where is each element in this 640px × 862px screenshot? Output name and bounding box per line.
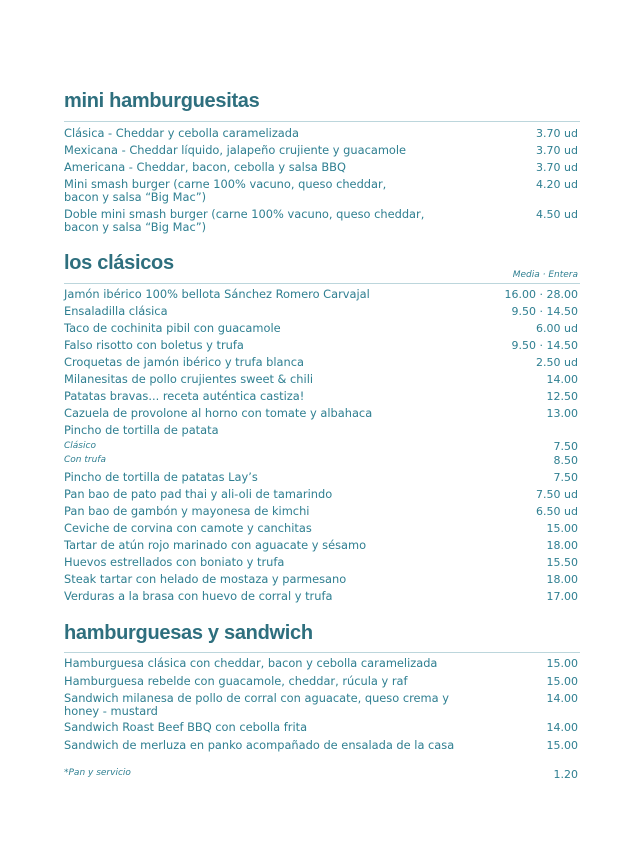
item-price: 17.00 bbox=[546, 590, 578, 603]
item-name: Pan bao de pato pad thai y ali-oli de tamarindo bbox=[64, 487, 333, 501]
section-divider bbox=[64, 652, 580, 653]
item-price: 9.50 · 14.50 bbox=[511, 305, 578, 318]
item-name: Huevos estrellados con boniato y trufa bbox=[64, 555, 285, 569]
item-price: 14.00 bbox=[546, 692, 578, 705]
item-price: 3.70 ud bbox=[536, 144, 578, 157]
item-name: Sandwich Roast Beef BBQ con cebolla frita bbox=[64, 720, 308, 734]
item-name: Clásica - Cheddar y cebolla caramelizada bbox=[64, 126, 299, 140]
item-price: 7.50 ud bbox=[536, 488, 578, 501]
menu-item bbox=[64, 322, 580, 335]
item-price: 15.00 bbox=[546, 675, 578, 688]
item-name: Cazuela de provolone al horno con tomate y albahaca bbox=[64, 406, 373, 420]
item-price: 15.00 bbox=[546, 522, 578, 535]
item-name: Verduras a la brasa con huevo de corral y trufa bbox=[64, 589, 333, 603]
item-name: Ceviche de corvina con camote y canchitas bbox=[64, 521, 312, 535]
menu-item bbox=[64, 573, 580, 586]
item-name: Pan bao de gambón y mayonesa de kimchi bbox=[64, 504, 310, 518]
item-price: 15.00 bbox=[546, 657, 578, 670]
item-price: 18.00 bbox=[546, 539, 578, 552]
item-name: Falso risotto con boletus y trufa bbox=[64, 338, 244, 352]
item-price: 12.50 bbox=[546, 390, 578, 403]
item-price: 3.70 ud bbox=[536, 127, 578, 140]
item-name: Hamburguesa clásica con cheddar, bacon y cebolla caramelizada bbox=[64, 656, 438, 670]
item-price: 8.50 bbox=[553, 454, 578, 467]
item-price: 2.50 ud bbox=[536, 356, 578, 369]
menu-item bbox=[64, 339, 580, 352]
item-name: Patatas bravas... receta auténtica castiza! bbox=[64, 389, 305, 403]
menu-item bbox=[64, 356, 580, 369]
menu-item bbox=[64, 590, 580, 603]
item-price: 9.50 · 14.50 bbox=[511, 339, 578, 352]
section-title-los-clasicos: los clásicos bbox=[64, 252, 174, 274]
footnote-label: *Pan y servicio bbox=[64, 768, 131, 778]
menu-subitem bbox=[64, 440, 580, 453]
item-price: 16.00 · 28.00 bbox=[504, 288, 578, 301]
menu-item bbox=[64, 539, 580, 552]
menu-item bbox=[64, 657, 580, 670]
item-name: Sandwich milanesa de pollo de corral con aguacate, queso crema y honey - mustard bbox=[64, 691, 449, 718]
item-price: 14.00 bbox=[546, 721, 578, 734]
item-name: Doble mini smash burger (carne 100% vacuno, queso cheddar, bacon y salsa “Big Mac”) bbox=[64, 207, 425, 234]
menu-item bbox=[64, 505, 580, 518]
item-name: Americana - Cheddar, bacon, cebolla y salsa BBQ bbox=[64, 160, 346, 174]
menu-item bbox=[64, 373, 580, 386]
item-price: 15.50 bbox=[546, 556, 578, 569]
menu-item bbox=[64, 471, 580, 484]
item-name: Jamón ibérico 100% bellota Sánchez Romero Carvajal bbox=[64, 287, 370, 301]
item-name: Tartar de atún rojo marinado con aguacate y sésamo bbox=[64, 538, 367, 552]
footnote bbox=[64, 768, 580, 781]
item-price: 18.00 bbox=[546, 573, 578, 586]
menu-item bbox=[64, 739, 580, 752]
item-price: 13.00 bbox=[546, 407, 578, 420]
menu-item bbox=[64, 305, 580, 318]
item-name: Sandwich de merluza en panko acompañado de ensalada de la casa bbox=[64, 738, 455, 752]
footnote-price: 1.20 bbox=[553, 768, 578, 781]
menu-item bbox=[64, 161, 580, 174]
menu-item bbox=[64, 488, 580, 501]
item-price: 3.70 ud bbox=[536, 161, 578, 174]
menu-subitem bbox=[64, 454, 580, 467]
menu-item bbox=[64, 390, 580, 403]
item-name: Clásico bbox=[64, 441, 96, 451]
menu-item bbox=[64, 675, 580, 688]
menu-item bbox=[64, 522, 580, 535]
column-headers: Media · Entera bbox=[512, 270, 578, 280]
menu-item bbox=[64, 178, 580, 204]
item-price: 14.00 bbox=[546, 373, 578, 386]
item-price: 7.50 bbox=[553, 471, 578, 484]
menu-item bbox=[64, 407, 580, 420]
item-name: Pincho de tortilla de patatas Lay’s bbox=[64, 470, 258, 484]
section-title-hamburguesas-y-sandwich: hamburguesas y sandwich bbox=[64, 622, 313, 644]
item-name: Steak tartar con helado de mostaza y parmesano bbox=[64, 572, 347, 586]
item-price: 4.20 ud bbox=[536, 178, 578, 191]
item-price: 15.00 bbox=[546, 739, 578, 752]
item-name: Con trufa bbox=[64, 455, 106, 465]
section-divider bbox=[64, 283, 580, 284]
menu-item bbox=[64, 144, 580, 157]
item-price: 6.00 ud bbox=[536, 322, 578, 335]
menu-item bbox=[64, 721, 580, 734]
menu-item bbox=[64, 288, 580, 301]
item-name: Taco de cochinita pibil con guacamole bbox=[64, 321, 281, 335]
item-name: Milanesitas de pollo crujientes sweet & chili bbox=[64, 372, 314, 386]
menu-item bbox=[64, 556, 580, 569]
item-price: 6.50 ud bbox=[536, 505, 578, 518]
item-name: Ensaladilla clásica bbox=[64, 304, 168, 318]
item-name: Mini smash burger (carne 100% vacuno, queso cheddar, bacon y salsa “Big Mac”) bbox=[64, 177, 387, 204]
item-name: Hamburguesa rebelde con guacamole, cheddar, rúcula y raf bbox=[64, 674, 408, 688]
item-name: Croquetas de jamón ibérico y trufa blanca bbox=[64, 355, 305, 369]
menu-item bbox=[64, 424, 580, 437]
item-price: 4.50 ud bbox=[536, 208, 578, 221]
item-name: Mexicana - Cheddar líquido, jalapeño crujiente y guacamole bbox=[64, 143, 407, 157]
menu-item bbox=[64, 127, 580, 140]
menu-item bbox=[64, 208, 580, 234]
item-name: Pincho de tortilla de patata bbox=[64, 423, 219, 437]
section-title-mini-hamburguesitas: mini hamburguesitas bbox=[64, 90, 260, 112]
item-price: 7.50 bbox=[553, 440, 578, 453]
section-divider bbox=[64, 121, 580, 122]
menu-item bbox=[64, 692, 580, 718]
